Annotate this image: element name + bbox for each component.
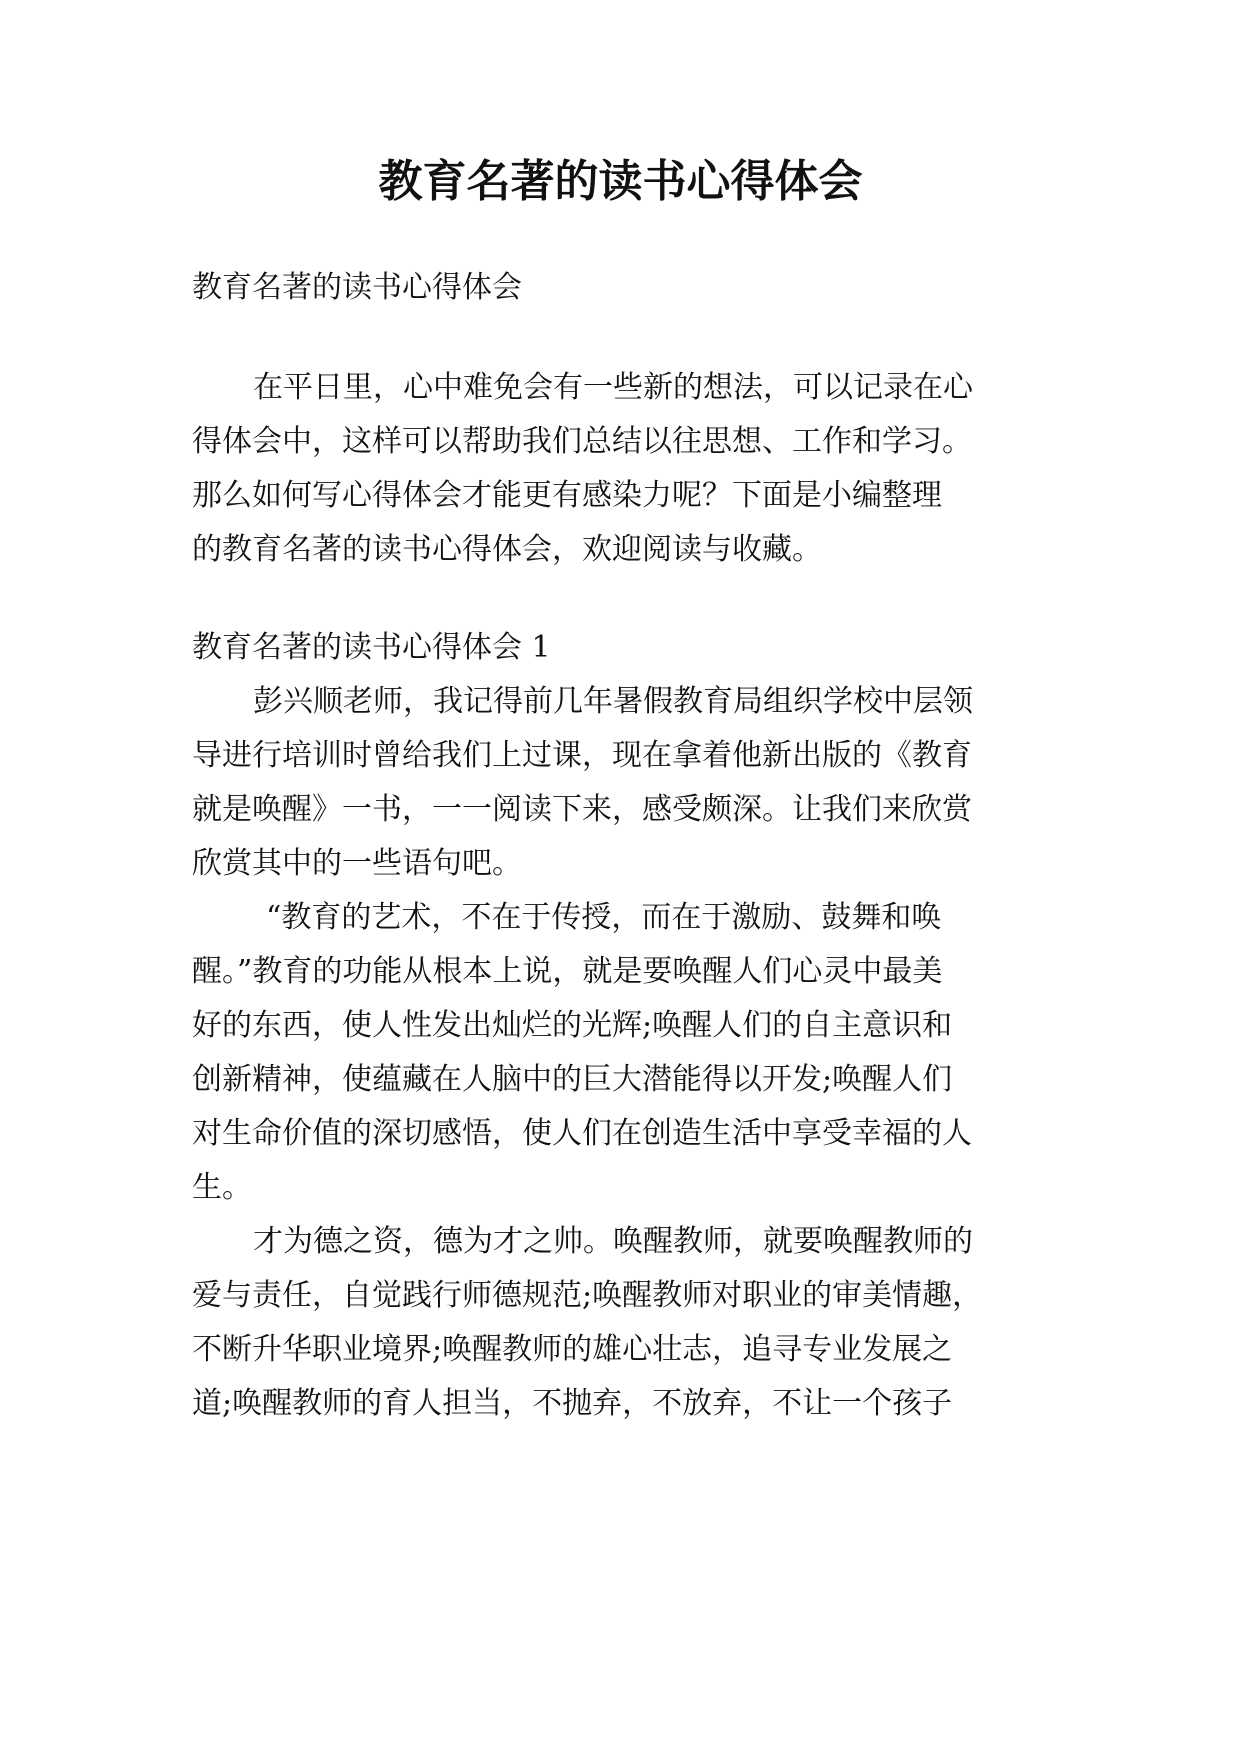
paragraph-line: 道;唤醒教师的育人担当，不抛弃，不放弃，不让一个孩子 bbox=[192, 1386, 953, 1421]
paragraph-line: 醒。”教育的功能从根本上说，就是要唤醒人们心灵中最美 bbox=[192, 954, 943, 989]
document-subtitle: 教育名著的读书心得体会 bbox=[192, 270, 522, 305]
paragraph-line: 生。 bbox=[192, 1170, 252, 1205]
paragraph-line: 才为德之资，德为才之帅。唤醒教师，就要唤醒教师的 bbox=[253, 1224, 973, 1259]
paragraph-line: 爱与责任，自觉践行师德规范;唤醒教师对职业的审美情趣， bbox=[192, 1278, 983, 1313]
intro-line: 那么如何写心得体会才能更有感染力呢？下面是小编整理 bbox=[192, 478, 942, 513]
document-title: 教育名著的读书心得体会 bbox=[378, 156, 863, 207]
paragraph-line: “教育的艺术，不在于传授，而在于激励、鼓舞和唤 bbox=[266, 900, 942, 935]
intro-line: 的教育名著的读书心得体会，欢迎阅读与收藏。 bbox=[192, 532, 822, 567]
paragraph-line: 就是唤醒》一书，一一阅读下来，感受颇深。让我们来欣赏 bbox=[192, 792, 972, 827]
paragraph-line: 好的东西，使人性发出灿烂的光辉;唤醒人们的自主意识和 bbox=[192, 1008, 953, 1043]
intro-line: 在平日里，心中难免会有一些新的想法，可以记录在心 bbox=[253, 370, 973, 405]
paragraph-line: 彭兴顺老师，我记得前几年暑假教育局组织学校中层领 bbox=[253, 684, 973, 719]
paragraph-line: 欣赏其中的一些语句吧。 bbox=[192, 846, 522, 881]
section-heading: 教育名著的读书心得体会 1 bbox=[192, 630, 551, 665]
paragraph-line: 创新精神，使蕴藏在人脑中的巨大潜能得以开发;唤醒人们 bbox=[192, 1062, 953, 1097]
paragraph-line: 导进行培训时曾给我们上过课，现在拿着他新出版的《教育 bbox=[192, 738, 972, 773]
paragraph-line: 不断升华职业境界;唤醒教师的雄心壮志，追寻专业发展之 bbox=[192, 1332, 953, 1367]
intro-line: 得体会中，这样可以帮助我们总结以往思想、工作和学习。 bbox=[192, 424, 972, 459]
paragraph-line: 对生命价值的深切感悟，使人们在创造生活中享受幸福的人 bbox=[192, 1116, 972, 1151]
